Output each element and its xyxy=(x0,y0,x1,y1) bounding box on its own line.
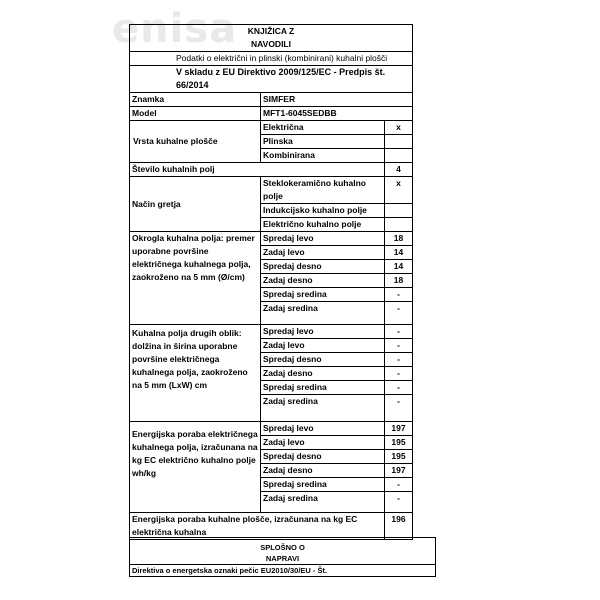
heating-option: Električno kuhalno polje xyxy=(261,218,385,232)
heating-mark xyxy=(385,204,413,218)
model-label: Model xyxy=(130,107,261,121)
zone-position: Zadaj levo xyxy=(261,436,385,450)
heating-label: Način gretja xyxy=(130,177,261,232)
zone-value: - xyxy=(385,302,413,325)
zone-position: Spredaj sredina xyxy=(261,381,385,395)
doc-subtitle: Podatki o električni in plinski (kombinirani) kuhalni plošči xyxy=(130,52,413,66)
energy-zones-label: Energijska poraba električnega kuhalnega polja, izračunana na kg EC električno kuhalno polje wh/kg xyxy=(130,422,261,513)
doc-title: KNJIŽICA Z NAVODILI xyxy=(130,25,413,52)
zone-position: Spredaj desno xyxy=(261,260,385,274)
heating-option: Indukcijsko kuhalno polje xyxy=(261,204,385,218)
round-zones-label: Okrogla kuhalna polja: premer uporabne površine električnega kuhalnega polja, zaokroženo na 5 mm (Ø/cm) xyxy=(130,232,261,325)
zone-value: - xyxy=(385,288,413,302)
general-title: SPLOŠNO O NAPRAVI xyxy=(130,538,436,565)
zone-value: - xyxy=(385,395,413,422)
zone-value: 18 xyxy=(385,274,413,288)
zones-count-value: 4 xyxy=(385,163,413,177)
zone-value: - xyxy=(385,339,413,353)
general-info-table xyxy=(129,537,436,577)
zone-position: Spredaj sredina xyxy=(261,478,385,492)
cooktop-type-option: Električna xyxy=(261,121,385,135)
general-directive: Direktiva o energetska oznaki pečic EU2010/30/EU - Št. xyxy=(130,565,436,577)
zone-value: 18 xyxy=(385,232,413,246)
zone-value: - xyxy=(385,325,413,339)
zone-value: 195 xyxy=(385,436,413,450)
other-zones-label: Kuhalna polja drugih oblik: dolžina in širina uporabne površine električnega kuhalnega polja, zaokroženo na 5 mm (LxW) cm xyxy=(130,325,261,422)
zone-position: Zadaj levo xyxy=(261,339,385,353)
zone-value: - xyxy=(385,353,413,367)
cooktop-type-option: Kombinirana xyxy=(261,149,385,163)
model-value: MFT1-6045SEDBB xyxy=(261,107,413,121)
zone-value: 197 xyxy=(385,422,413,436)
cooktop-type-mark: x xyxy=(385,121,413,135)
zone-position: Zadaj levo xyxy=(261,246,385,260)
zone-value: 197 xyxy=(385,464,413,478)
spec-table xyxy=(129,24,413,540)
cooktop-type-option: Plinska xyxy=(261,135,385,149)
directive-note: V skladu z EU Direktivo 2009/125/EC - Predpis št. 66/2014 xyxy=(130,66,413,93)
energy-total-value: 196 xyxy=(385,513,413,540)
zone-position: Spredaj levo xyxy=(261,422,385,436)
watermark-logo: enisa xyxy=(112,6,238,52)
zone-position: Zadaj desno xyxy=(261,464,385,478)
zone-position: Spredaj desno xyxy=(261,450,385,464)
zone-position: Spredaj desno xyxy=(261,353,385,367)
zone-value: 195 xyxy=(385,450,413,464)
zone-position: Zadaj desno xyxy=(261,367,385,381)
cooktop-type-mark xyxy=(385,149,413,163)
zones-count-label: Število kuhalnih polj xyxy=(130,163,385,177)
brand-value: SIMFER xyxy=(261,93,413,107)
zone-value: 14 xyxy=(385,246,413,260)
cooktop-type-label: Vrsta kuhalne plošče xyxy=(130,121,261,163)
zone-value: - xyxy=(385,492,413,513)
zone-position: Zadaj sredina xyxy=(261,395,385,422)
zone-position: Spredaj levo xyxy=(261,232,385,246)
energy-total-label: Energijska poraba kuhalne plošče, izračunana na kg EC električna kuhalna xyxy=(130,513,385,540)
zone-value: - xyxy=(385,381,413,395)
heating-option: Steklokeramično kuhalno polje xyxy=(261,177,385,204)
brand-label: Znamka xyxy=(130,93,261,107)
heating-mark: x xyxy=(385,177,413,204)
zone-position: Zadaj sredina xyxy=(261,302,385,325)
zone-position: Zadaj desno xyxy=(261,274,385,288)
zone-value: 14 xyxy=(385,260,413,274)
zone-value: - xyxy=(385,367,413,381)
zone-position: Spredaj levo xyxy=(261,325,385,339)
heating-mark xyxy=(385,218,413,232)
zone-position: Zadaj sredina xyxy=(261,492,385,513)
zone-value: - xyxy=(385,478,413,492)
cooktop-type-mark xyxy=(385,135,413,149)
zone-position: Spredaj sredina xyxy=(261,288,385,302)
